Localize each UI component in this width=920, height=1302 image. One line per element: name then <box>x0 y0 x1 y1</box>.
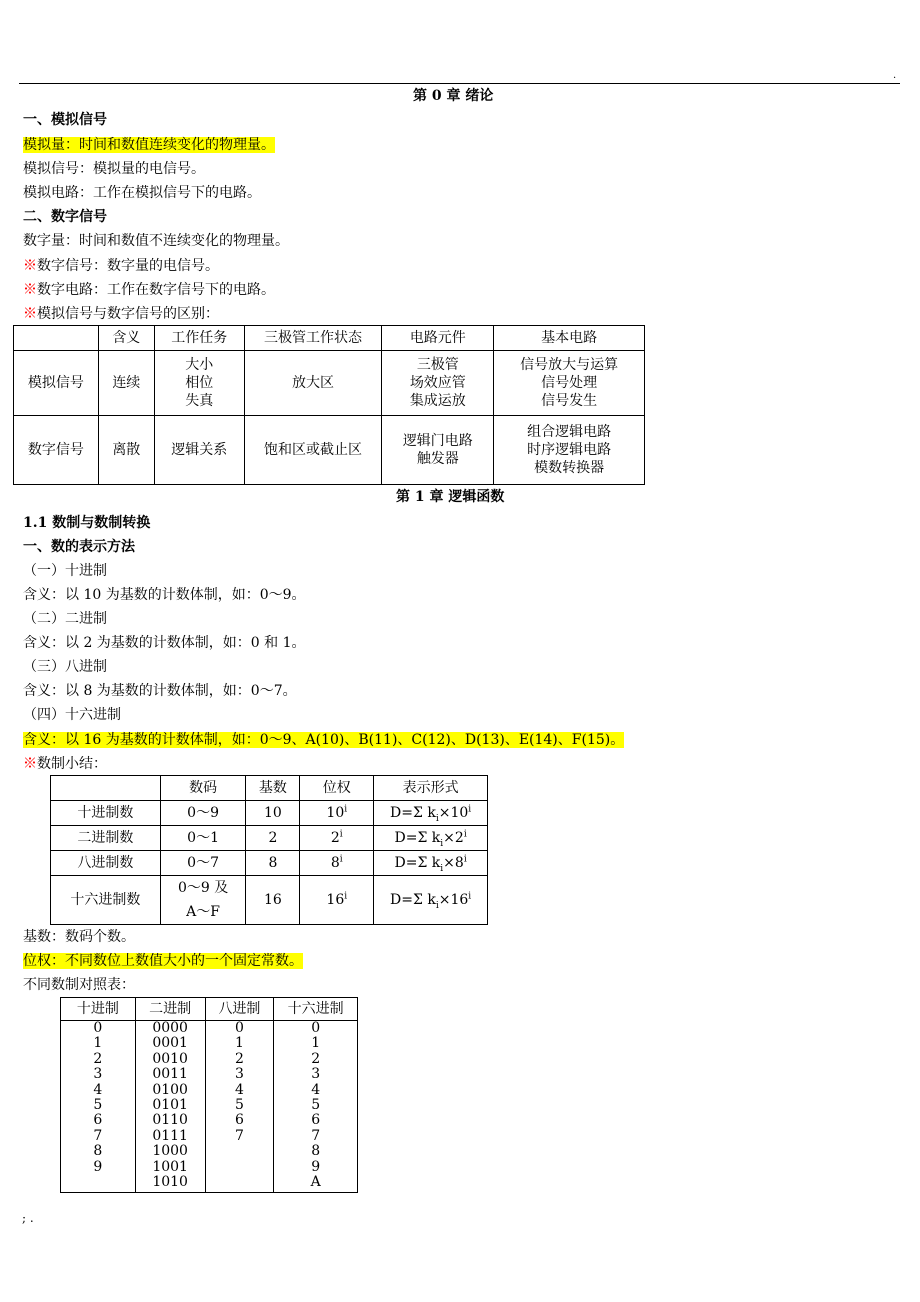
binary-def: 含义：以 2 为基数的计数体制，如：0 和 1。 <box>23 635 306 651</box>
table-cell: 4 <box>93 1081 103 1098</box>
row-label: 模拟信号 <box>14 351 99 416</box>
header-cell <box>51 776 161 801</box>
summary-caption: ※数制小结： <box>23 756 107 772</box>
cell: 16 <box>246 876 300 925</box>
table-cell: 1001 <box>152 1158 188 1175</box>
table-cell <box>206 1160 274 1175</box>
header-cell: 基本电路 <box>494 326 645 351</box>
representation-title: 一、数的表示方法 <box>23 539 135 555</box>
row-label: 十六进制数 <box>51 876 161 925</box>
table-header-row <box>14 326 645 351</box>
cell: 0～7 <box>160 851 246 876</box>
header-cell: 十进制 <box>61 998 136 1021</box>
header-cell: 三极管工作状态 <box>244 326 382 351</box>
cell-weight: 2$^i$ <box>300 826 374 851</box>
table-cell: 0001 <box>152 1035 188 1052</box>
table-row <box>14 416 645 485</box>
table-cell <box>206 1144 274 1159</box>
section-1-1-title: 1.1 数制与数制转换 <box>23 515 151 531</box>
table-cell: 4 <box>234 1081 244 1098</box>
table-cell: 9 <box>93 1158 103 1175</box>
table-cell: 5 <box>311 1097 321 1114</box>
cell: 0～1 <box>160 826 246 851</box>
header-cell: 电路元件 <box>382 326 494 351</box>
note-mark: ※ <box>23 282 37 298</box>
header-cell: 十六进制 <box>274 998 358 1021</box>
cell-weight: 8$^i$ <box>300 851 374 876</box>
table-cell <box>206 1175 274 1190</box>
table-cell: 0110 <box>152 1112 188 1129</box>
table-cell: 0 <box>311 1020 321 1036</box>
header-mark: . <box>893 70 897 81</box>
cell-form: D=Σ $k_i\times 2^i$ <box>374 826 488 851</box>
cell: 离散 <box>98 416 154 485</box>
table-cell: 6 <box>93 1112 103 1129</box>
section-analog-title: 一、模拟信号 <box>23 112 107 128</box>
table-cell: 3 <box>311 1066 321 1083</box>
decimal-column <box>61 1021 136 1193</box>
table-cell: 3 <box>93 1066 103 1083</box>
table-cell: 1 <box>234 1035 244 1052</box>
row-label: 数字信号 <box>14 416 99 485</box>
table-cell: 2 <box>234 1050 244 1067</box>
cell: 放大区 <box>244 351 382 416</box>
cell-digits: 0～9 及 A～F <box>160 876 246 925</box>
header-cell: 位权 <box>300 776 374 801</box>
row-label: 二进制数 <box>51 826 161 851</box>
signal-comparison-table <box>13 325 645 485</box>
table-cell: 5 <box>234 1097 244 1114</box>
diff-caption: ※模拟信号与数字信号的区别： <box>23 306 219 322</box>
table-cell: 7 <box>311 1127 321 1144</box>
chapter0-title: 第 0 章 绪论 <box>413 88 494 104</box>
cell-form: D=Σ $k_i\times 8^i$ <box>374 851 488 876</box>
header-rule <box>19 83 900 84</box>
header-cell: 含义 <box>98 326 154 351</box>
table-cell: 0101 <box>152 1097 188 1114</box>
cell-components: 三极管 场效应管 集成运放 <box>382 351 494 416</box>
table-cell: 6 <box>234 1112 244 1129</box>
analog-circuit-def: 模拟电路：工作在模拟信号下的电路。 <box>23 185 261 201</box>
radix-comparison-table <box>60 997 358 1193</box>
table-cell: 1010 <box>152 1174 188 1191</box>
chapter1-title: 第 1 章 逻辑函数 <box>396 489 505 505</box>
table-cell: 0000 <box>152 1020 188 1036</box>
table-row <box>51 851 488 876</box>
cell-form: D=Σ $k_i\times 16^i$ <box>374 876 488 925</box>
header-cell: 工作任务 <box>154 326 244 351</box>
footer-mark: ; . <box>22 1211 34 1225</box>
table-cell: 0100 <box>152 1081 188 1098</box>
note-mark: ※ <box>23 306 37 322</box>
table-cell: 3 <box>234 1066 244 1083</box>
cell: 连续 <box>98 351 154 416</box>
table-body-row <box>61 1021 358 1193</box>
cell-weight: 10$^i$ <box>300 801 374 826</box>
note-mark: ※ <box>23 756 37 772</box>
hex-def: 含义：以 16 为基数的计数体制，如：0～9、A(10)、B(11)、C(12)、D(13)、E(14)、F(15)。 <box>23 732 625 748</box>
analog-signal-def: 模拟信号：模拟量的电信号。 <box>23 161 205 177</box>
cell-task: 大小 相位 失真 <box>154 351 244 416</box>
table-header-row <box>61 998 358 1021</box>
cell-weight: 16$^i$ <box>300 876 374 925</box>
cell: 0～9 <box>160 801 246 826</box>
table-cell: 0 <box>234 1020 244 1036</box>
row-label: 八进制数 <box>51 851 161 876</box>
table-cell: 1000 <box>152 1143 188 1160</box>
compare-caption: 不同数制对照表： <box>23 977 135 993</box>
header-cell <box>14 326 99 351</box>
header-cell: 八进制 <box>205 998 274 1021</box>
note-mark: ※ <box>23 258 37 274</box>
cell-form: D=Σ $k_i\times 10^i$ <box>374 801 488 826</box>
table-cell: 4 <box>311 1081 321 1098</box>
hex-column <box>274 1021 358 1193</box>
table-cell: 2 <box>311 1050 321 1067</box>
table-cell <box>61 1175 135 1190</box>
table-cell: 8 <box>311 1143 321 1160</box>
table-cell: A <box>310 1174 321 1191</box>
table-row <box>51 876 488 925</box>
digital-quantity-def: 数字量：时间和数值不连续变化的物理量。 <box>23 233 289 249</box>
table-cell: 6 <box>311 1112 321 1129</box>
hex-title: （四）十六进制 <box>23 707 121 723</box>
radix-summary-table <box>50 775 488 925</box>
base-def: 基数：数码个数。 <box>23 929 135 945</box>
section-digital-title: 二、数字信号 <box>23 209 107 225</box>
table-cell: 7 <box>93 1127 103 1144</box>
table-cell: 1 <box>93 1035 103 1052</box>
cell-components: 逻辑门电路 触发器 <box>382 416 494 485</box>
header-cell: 基数 <box>246 776 300 801</box>
table-cell: 1 <box>311 1035 321 1052</box>
weight-def: 位权：不同数位上数值大小的一个固定常数。 <box>23 953 303 969</box>
table-row <box>51 826 488 851</box>
table-row <box>14 351 645 416</box>
table-header-row <box>51 776 488 801</box>
cell: 10 <box>246 801 300 826</box>
table-cell: 9 <box>311 1158 321 1175</box>
header-cell: 表示形式 <box>374 776 488 801</box>
table-row <box>51 801 488 826</box>
table-cell: 5 <box>93 1097 103 1114</box>
binary-column <box>135 1021 205 1193</box>
binary-title: （二）二进制 <box>23 611 107 627</box>
header-cell: 数码 <box>160 776 246 801</box>
table-cell: 8 <box>93 1143 103 1160</box>
table-cell: 7 <box>234 1127 244 1144</box>
table-cell: 0111 <box>152 1127 188 1144</box>
row-label: 十进制数 <box>51 801 161 826</box>
decimal-def: 含义：以 10 为基数的计数体制，如：0～9。 <box>23 587 306 603</box>
cell: 逻辑关系 <box>154 416 244 485</box>
table-cell: 0011 <box>152 1066 188 1083</box>
octal-column <box>205 1021 274 1193</box>
octal-def: 含义：以 8 为基数的计数体制，如：0～7。 <box>23 683 297 699</box>
cell-circuits: 组合逻辑电路 时序逻辑电路 模数转换器 <box>494 416 645 485</box>
digital-circuit-def: ※数字电路：工作在数字信号下的电路。 <box>23 282 275 298</box>
cell: 饱和区或截止区 <box>244 416 382 485</box>
cell-circuits: 信号放大与运算 信号处理 信号发生 <box>494 351 645 416</box>
analog-quantity-def: 模拟量：时间和数值连续变化的物理量。 <box>23 137 275 153</box>
cell: 2 <box>246 826 300 851</box>
table-cell: 0010 <box>152 1050 188 1067</box>
table-cell: 0 <box>93 1020 103 1036</box>
cell: 8 <box>246 851 300 876</box>
digital-signal-def: ※数字信号：数字量的电信号。 <box>23 258 219 274</box>
octal-title: （三）八进制 <box>23 659 107 675</box>
decimal-title: （一）十进制 <box>23 563 107 579</box>
table-cell: 2 <box>93 1050 103 1067</box>
header-cell: 二进制 <box>135 998 205 1021</box>
